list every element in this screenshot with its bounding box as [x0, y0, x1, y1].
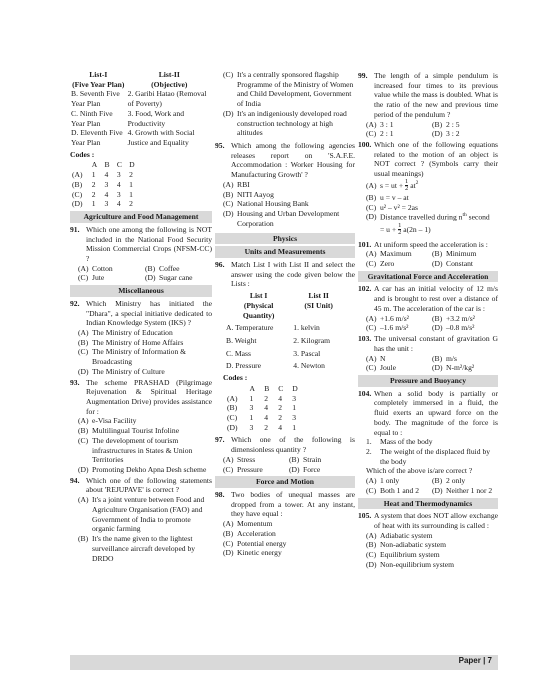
question-103: 103. The universal constant of gravitation G has the unit : [358, 334, 498, 353]
options-row: (A) N (B) m/s [366, 353, 457, 363]
question-98: 98. Two bodies of unequal masses are dropped from a tower. At any instant, they have equal : [215, 490, 355, 519]
options-row: (A) 3 : 1 (B) 2 : 5 [366, 119, 460, 129]
list-ii-subheader: (SI Unit) [304, 300, 333, 310]
list-ii-subheader: (Objective) [151, 79, 188, 89]
code-cell: 2 [91, 179, 96, 189]
options-row: (C) Joule (D) N-m²/kg² [366, 363, 475, 373]
code-cell: (D) [72, 199, 83, 209]
fraction: $\frac{1}{2}$ [405, 177, 409, 193]
page-number: Paper | 7 [458, 656, 492, 665]
code-cell: 2 [264, 422, 268, 432]
question-prompt: Which of the above is/are correct ? [366, 466, 473, 476]
question-93: 93. The scheme PRASHAD (Pilgrimage Rejuvenation & Spiritual Heritage Augmentation Drive) provides assistance for : [70, 377, 212, 416]
codes-head: A [91, 160, 98, 170]
codes-label: Codes : [70, 149, 95, 159]
code-cell: 1 [249, 413, 254, 422]
code-cell: 2 [129, 199, 133, 209]
list-ii-header: List II [308, 291, 329, 301]
code-cell: 1 [129, 189, 133, 199]
options-row: (C) Pressure (D) Force [223, 464, 321, 474]
options-row: (C) Both 1 and 2 (D) Neither 1 nor 2 [366, 485, 493, 495]
section-heading: Units and Measurements [215, 246, 355, 258]
code-cell: 2 [278, 403, 283, 413]
section-heading: Pressure and Buoyancy [358, 375, 498, 387]
question-101: 101. At uniform speed the acceleration is : [358, 239, 488, 249]
column-2 [215, 70, 355, 558]
table-cell: C. Mass [226, 348, 251, 358]
code-cell: 3 [292, 393, 297, 403]
options-row: (C) Jute (D) Sugar cane [78, 273, 193, 283]
codes-head: A [249, 383, 255, 393]
code-cell: 4 [278, 422, 283, 432]
option-continuation: = u + $\frac{1}{2}$ a(2n – 1) [380, 221, 431, 237]
codes-label: Codes : [223, 373, 248, 383]
section-heading: Physics [215, 233, 355, 245]
question-104: 104. When a solid body is partially or completely immersed in a fluid, the fluid exerts an upward force on the body. The magnitude of the force is equal to : [358, 388, 498, 437]
code-cell: 3 [292, 413, 297, 422]
codes-head: B [264, 383, 270, 393]
code-cell: 3 [104, 179, 109, 189]
column-3 [358, 70, 498, 570]
table-cell: D. Eleventh Five Year Plan [71, 128, 123, 148]
options-row: (A) Cotton (B) Coffee [78, 263, 180, 273]
option: (C) The development of tourism infrastructures in States & Union Territories [78, 435, 193, 465]
code-cell: 4 [104, 170, 109, 180]
option: (A) Adiabatic system [366, 530, 433, 540]
codes-table [225, 384, 305, 433]
list-i-subheader: (Five Year Plan) [72, 79, 125, 89]
table-cell: 4. Newton [293, 361, 325, 371]
code-cell: 4 [264, 413, 268, 422]
code-cell: (A) [227, 393, 238, 403]
code-cell: 4 [104, 189, 109, 199]
list-ii-header: List-II [158, 70, 180, 79]
code-cell: 2 [278, 413, 283, 422]
options-row: (C) –1.6 m/s² (D) –0.8 m/s² [366, 323, 475, 333]
code-cell: 1 [292, 403, 297, 413]
question-94: 94. Which one of the following statements about 'REJUPAVE' is correct ? [70, 475, 212, 495]
page-footer [70, 655, 498, 670]
list-i-subheader: (Physical [243, 300, 274, 310]
match-table [70, 70, 212, 148]
option: (C) Equilibrium system [366, 550, 440, 560]
option: (C) National Housing Bank [223, 199, 309, 209]
option: (A) Momentum [223, 519, 273, 529]
table-cell: 4. Growth with Social Justice and Equality [127, 128, 195, 148]
options-row: (C) 2 : 1 (D) 3 : 2 [366, 129, 460, 139]
option: (C) u² – v² = 2as [366, 202, 418, 212]
column-1 [70, 70, 212, 563]
section-heading: Gravitational Force and Acceleration [358, 271, 498, 283]
section-heading: Agriculture and Food Management [70, 211, 212, 223]
option: (B) The Ministry of Home Affairs [78, 337, 184, 347]
option: (B) u = v – at [366, 192, 409, 202]
option: (D) It's an indigeniously developed road construction technology at high altitudes [223, 108, 347, 138]
option: (D) The Ministry of Culture [78, 366, 165, 376]
code-cell: 2 [264, 393, 268, 403]
code-cell: 2 [129, 170, 133, 180]
code-cell: 4 [116, 199, 121, 209]
section-heading: Miscellaneous [70, 285, 212, 297]
option: (C) It's a centrally sponsored flagship Programme of the Ministry of Women and Child Development, Government of India [223, 70, 354, 109]
table-cell: D. Pressure [226, 361, 262, 371]
code-cell: 3 [116, 170, 121, 180]
section-heading: Force and Motion [215, 476, 355, 488]
code-cell: 3 [249, 422, 254, 432]
codes-head: D [292, 383, 298, 393]
code-cell: 3 [116, 189, 121, 199]
question-99: 99. The length of a simple pendulum is increased four times to its previous value while the mass is doubled. What is the ratio of the new and previous time period of the pendulum ? [358, 71, 498, 119]
option: (B) NITI Aayog [223, 189, 274, 199]
statement: 2. The weight of the displaced fluid by the body [366, 446, 491, 466]
table-cell: 3. Food, Work and Productivity [127, 108, 184, 128]
options-row: (A) Maximum (B) Minimum [366, 249, 477, 259]
option: (D) Non-equilibrium system [366, 559, 455, 569]
question-91: 91. Which one among the following is NOT included in the National Food Security Mission Commercial Crops (NFSM-CC) ? [70, 224, 212, 263]
code-cell: 1 [129, 179, 133, 189]
options-row: (C) Zero (D) Constant [366, 259, 474, 269]
option: (A) e-Visa Facility [78, 416, 137, 426]
question-95: 95. Which among the following agencies releases report on 'S.A.F.E. Accommodation : Worker Housing for Manufacturing Growth' ? [215, 141, 355, 180]
question-100: 100. Which one of the following equations related to the motion of an object is NOT correct ? (Symbols carry their usual meanings) [358, 140, 498, 179]
code-cell: (C) [227, 413, 238, 422]
question-102: 102. A car has an initial velocity of 12 m/s and is brought to rest over a distance of 45 m. The acceleration of the car is : [358, 284, 498, 313]
table-cell: A. Temperature [226, 323, 274, 333]
question-96: 96. Match List I with List II and select the answer using the code given below the Lists : [215, 259, 355, 289]
option: (A) RBI [223, 179, 250, 189]
options-row: (A) Stress (B) Strain [223, 454, 322, 464]
table-cell: B. Weight [226, 335, 257, 345]
codes-head: D [129, 160, 135, 170]
code-cell: (B) [227, 403, 238, 413]
code-cell: (A) [72, 170, 83, 180]
option: (A) s = ut + $\frac{1}{2}$ $at^2$ [366, 177, 419, 193]
question-105: 105. A system that does NOT allow exchange of heat with its surrounding is called : [358, 511, 498, 530]
option: (C) The Ministry of Information & Broadcasting [78, 347, 187, 367]
codes-head: B [104, 160, 110, 170]
question-92: 92. Which Ministry has initiated the "Dhara", a special initiative dedicated to Indian Knowledge System (IKS) ? [70, 298, 212, 328]
code-cell: 1 [249, 393, 254, 403]
option: (B) Non-adiabatic system [366, 540, 447, 550]
option: (A) It's a joint venture between Food and Agriculture Organisation (FAO) and Government of India to promote organic farming [78, 495, 205, 534]
codes-table [70, 160, 140, 209]
list-i-subheader: Quantity) [242, 310, 275, 320]
code-cell: 4 [264, 403, 268, 413]
option: (B) Multilingual Tourist Infoline [78, 426, 180, 436]
code-cell: 1 [91, 199, 96, 209]
option: (D) Housing and Urban Development Corporation [223, 209, 340, 228]
option: (C) Potential energy [223, 538, 287, 548]
codes-head: C [278, 383, 284, 393]
option: (D) Distance travelled during $n^{th}$ second [366, 212, 490, 222]
code-cell: 3 [104, 199, 109, 209]
code-cell: 4 [278, 393, 283, 403]
code-cell: (C) [72, 189, 83, 199]
code-cell: 2 [91, 189, 96, 199]
code-cell: (B) [72, 179, 83, 189]
list-i-header: List I [249, 291, 268, 301]
code-cell: 1 [292, 422, 297, 432]
table-cell: B. Seventh Five Year Plan [71, 89, 120, 109]
options-row: (A) 1 only (B) 2 only [366, 476, 466, 486]
list-i-header: List-I [89, 70, 108, 79]
list-table [225, 291, 345, 371]
option: (A) The Ministry of Education [78, 327, 173, 337]
question-97: 97. Which one of the following is dimensionless quantity ? [215, 435, 355, 455]
code-cell: 1 [91, 170, 96, 180]
code-cell: (D) [227, 422, 238, 432]
table-cell: 2. Garibi Hatao (Removal of Poverty) [127, 89, 207, 109]
codes-head: C [116, 160, 122, 170]
option: (D) Kinetic energy [223, 548, 282, 558]
option: (B) Acceleration [223, 528, 276, 538]
table-cell: 3. Pascal [293, 348, 321, 358]
statement: 1. Mass of the body [366, 437, 433, 447]
code-cell: 3 [249, 403, 254, 413]
option: (D) Promoting Dekho Apna Desh scheme [78, 465, 207, 475]
fraction: $\frac{1}{2}$ [398, 221, 402, 237]
section-heading: Heat and Thermodynamics [358, 498, 498, 510]
table-cell: C. Ninth Five Year Plan [71, 108, 113, 128]
table-cell: 1. kelvin [293, 323, 320, 333]
table-cell: 2. Kilogram [293, 335, 330, 345]
options-row: (A) +1.6 m/s² (B) +3.2 m/s² [366, 313, 475, 323]
code-cell: 4 [116, 179, 121, 189]
option: (B) It's the name given to the lightest surveillance aircraft developed by DRDO [78, 534, 196, 563]
